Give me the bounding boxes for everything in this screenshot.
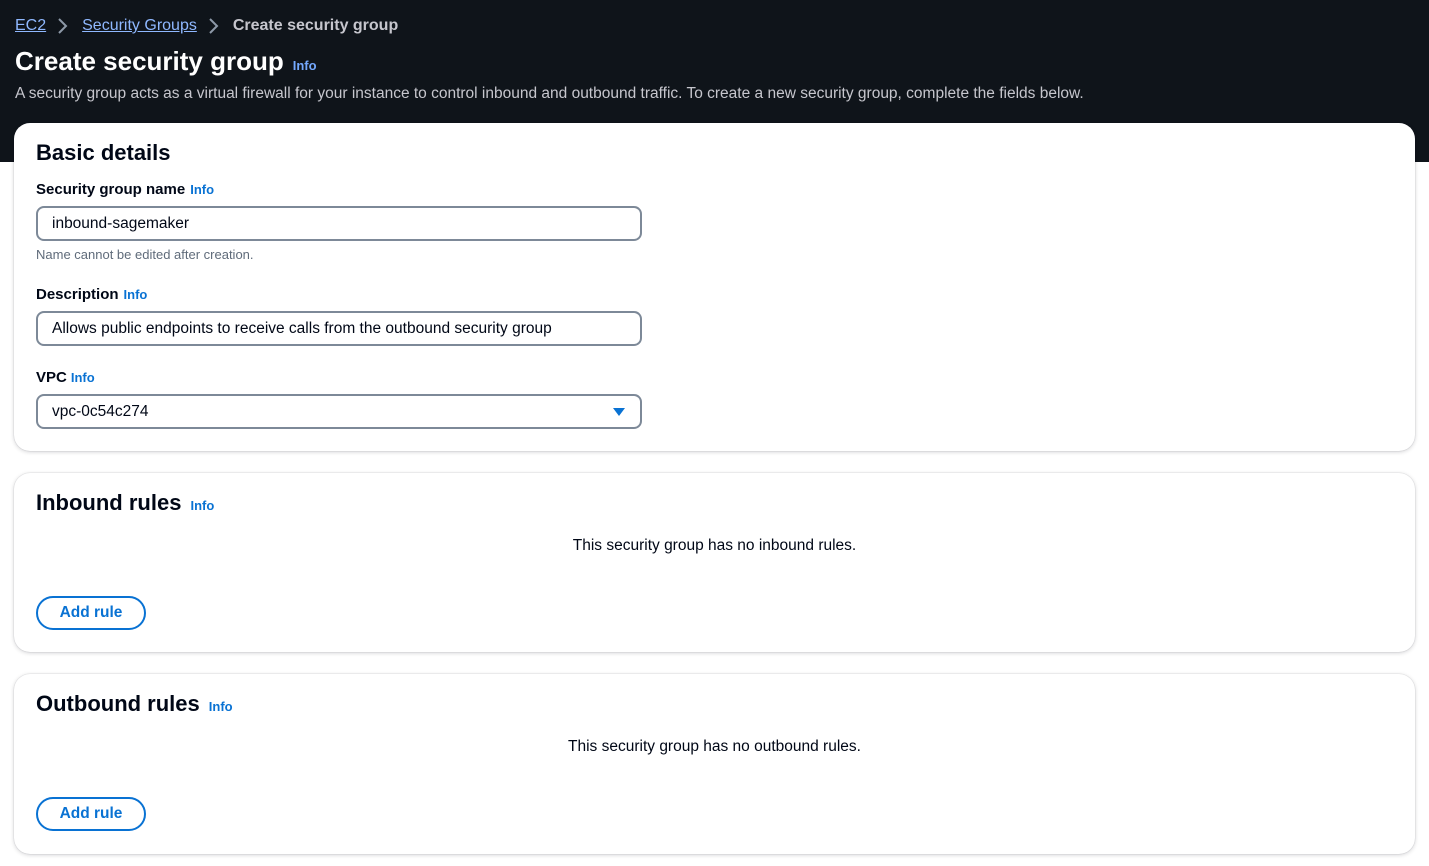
description-label-text: Description bbox=[36, 286, 119, 303]
inbound-add-rule-button[interactable]: Add rule bbox=[36, 596, 146, 630]
page-title-row bbox=[15, 46, 317, 77]
security-group-name-label-text: Security group name bbox=[36, 181, 186, 198]
vpc-label bbox=[36, 369, 95, 386]
security-group-name-info-link[interactable]: Info bbox=[190, 182, 215, 197]
description-info-link[interactable]: Info bbox=[123, 287, 148, 302]
page-title: Create security group bbox=[15, 46, 284, 76]
description-input[interactable] bbox=[36, 311, 642, 346]
inbound-rules-info-link[interactable]: Info bbox=[190, 498, 215, 513]
outbound-rules-header bbox=[36, 691, 233, 717]
page-info-link[interactable]: Info bbox=[292, 58, 317, 73]
outbound-rules-info-link[interactable]: Info bbox=[208, 699, 233, 714]
inbound-rules-header bbox=[36, 490, 214, 516]
vpc-select-value: vpc-0c54c274 bbox=[52, 402, 149, 420]
vpc-select[interactable] bbox=[36, 394, 642, 429]
outbound-add-rule-button[interactable]: Add rule bbox=[36, 797, 146, 831]
security-group-name-label bbox=[36, 181, 214, 198]
chevron-right-icon bbox=[197, 14, 233, 38]
outbound-rules-empty-message: This security group has no outbound rules. bbox=[568, 738, 861, 755]
page-description: A security group acts as a virtual firewall for your instance to control inbound and outbound traffic. To create a new security group, complete the fields below. bbox=[15, 85, 1084, 102]
breadcrumb bbox=[15, 14, 398, 38]
basic-details-title: Basic details bbox=[36, 140, 171, 165]
caret-down-icon bbox=[612, 407, 626, 417]
inbound-rules-empty-message: This security group has no inbound rules. bbox=[572, 537, 857, 554]
breadcrumb-item-ec2[interactable]: EC2 bbox=[15, 17, 47, 34]
basic-details-panel bbox=[14, 123, 1415, 451]
chevron-right-icon bbox=[46, 14, 82, 38]
outbound-rules-panel bbox=[14, 674, 1415, 854]
inbound-rules-panel bbox=[14, 473, 1415, 652]
security-group-name-input[interactable] bbox=[36, 206, 642, 241]
breadcrumb-item-current: Create security group bbox=[232, 17, 399, 34]
vpc-info-link[interactable]: Info bbox=[70, 370, 95, 385]
vpc-label-text: VPC bbox=[36, 369, 67, 386]
description-label bbox=[36, 286, 147, 303]
security-group-name-hint: Name cannot be edited after creation. bbox=[36, 247, 254, 262]
inbound-rules-title: Inbound rules bbox=[36, 490, 182, 515]
breadcrumb-item-security-groups[interactable]: Security Groups bbox=[82, 17, 197, 34]
outbound-rules-title: Outbound rules bbox=[36, 691, 200, 716]
